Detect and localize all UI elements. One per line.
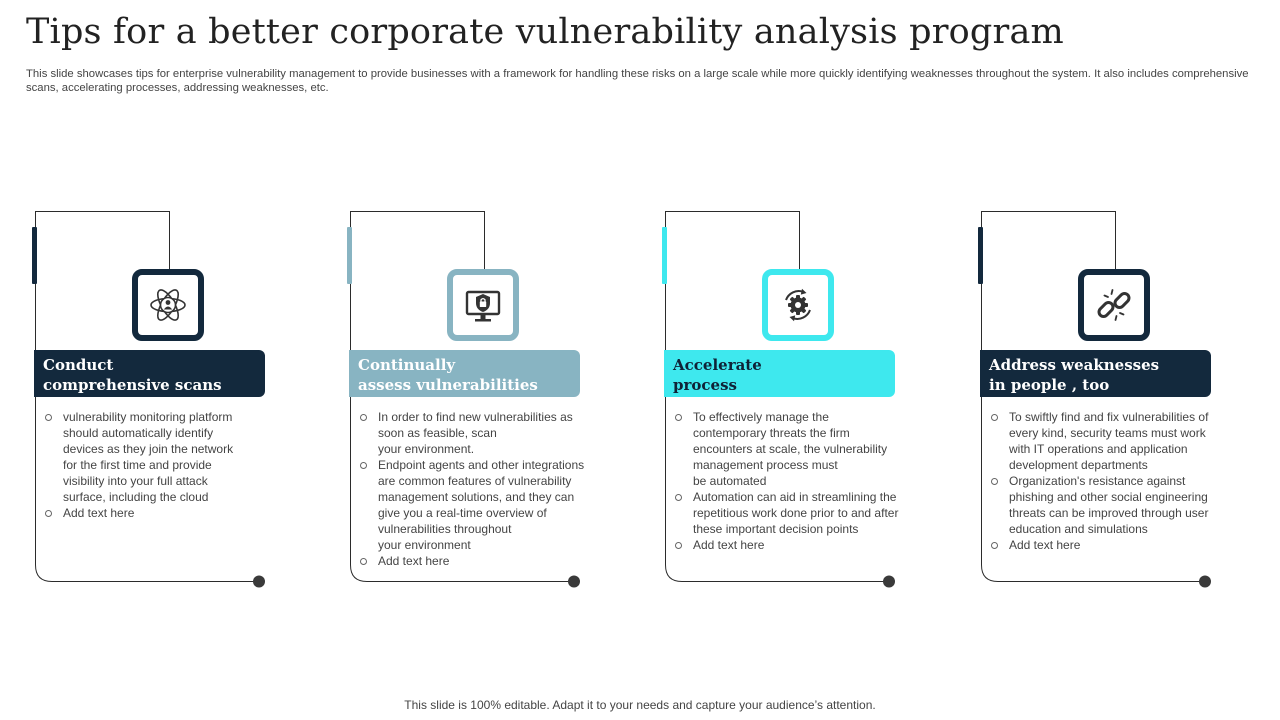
bullet-item: Add text here xyxy=(675,537,925,553)
bullet-item: To swiftly find and fix vulnerabilities of every kind, security teams must work with IT operations and application development departments xyxy=(991,409,1241,473)
connector-end-dot xyxy=(568,576,580,588)
bullet-item: Add text here xyxy=(45,505,260,521)
atom-user-icon xyxy=(148,285,188,325)
card-title xyxy=(980,350,1211,397)
connector-end-dot xyxy=(883,576,895,588)
card-title xyxy=(34,350,265,397)
bullet-item: Add text here xyxy=(991,537,1241,553)
connector-end-dot xyxy=(1199,576,1211,588)
card-title-text: Continually assess vulnerabilities xyxy=(358,356,538,394)
card-title xyxy=(349,350,580,397)
bullet-item: Automation can aid in streamlining the repetitious work done prior to and after these important decision points xyxy=(675,489,925,537)
monitor-lock-icon xyxy=(463,285,503,325)
tip-card-scans xyxy=(34,210,314,590)
slide-subtitle: This slide showcases tips for enterprise vulnerability management to provide businesses with a framework for handling these risks on a large scale while more quickly identifying weaknesses throughout the system. It also includes comprehensive scans, accelerating processes, addressing weaknesses, etc. xyxy=(26,68,1249,94)
bullet-item: vulnerability monitoring platform should automatically identify devices as they join the network for the first time and provide visibility into your full attack surface, including the cloud xyxy=(45,409,260,505)
bullet-item: Endpoint agents and other integrations are common features of vulnerability management solutions, and they can give you a real-time overview of vulnerabilities throughout your environment xyxy=(360,457,595,553)
card-title-text: Conduct comprehensive scans xyxy=(43,356,222,394)
bullet-item: In order to find new vulnerabilities as soon as feasible, scan your environment. xyxy=(360,409,595,457)
card-accent-bar xyxy=(978,227,983,284)
card-icon-frame xyxy=(132,269,204,341)
card-icon-frame xyxy=(447,269,519,341)
card-accent-bar xyxy=(662,227,667,284)
tip-card-assess xyxy=(349,210,629,590)
card-icon-frame xyxy=(1078,269,1150,341)
slide-title: Tips for a better corporate vulnerability analysis program xyxy=(26,12,1064,52)
card-title-text: Address weaknesses in people , too xyxy=(989,356,1160,394)
bullet-item: Organization's resistance against phishing and other social engineering threats can be improved through user education and simulations xyxy=(991,473,1241,537)
card-bullet-list xyxy=(45,409,260,521)
card-accent-bar xyxy=(347,227,352,284)
connector-end-dot xyxy=(253,576,265,588)
card-accent-bar xyxy=(32,227,37,284)
tip-card-people xyxy=(980,210,1260,590)
card-bullet-list xyxy=(360,409,595,569)
bullet-item: To effectively manage the contemporary threats the firm encounters at scale, the vulnerability management process must be automated xyxy=(675,409,925,489)
bullet-item: Add text here xyxy=(360,553,595,569)
card-connector-frame xyxy=(34,210,314,590)
card-icon-frame xyxy=(762,269,834,341)
slide-footer: This slide is 100% editable. Adapt it to your needs and capture your audience’s attention. xyxy=(404,698,876,712)
card-bullet-list xyxy=(991,409,1241,553)
card-title xyxy=(664,350,895,397)
card-title-text: Accelerate process xyxy=(673,356,762,394)
tip-card-accelerate xyxy=(664,210,944,590)
broken-link-icon xyxy=(1094,285,1134,325)
gear-cycle-icon xyxy=(778,285,818,325)
card-bullet-list xyxy=(675,409,925,553)
